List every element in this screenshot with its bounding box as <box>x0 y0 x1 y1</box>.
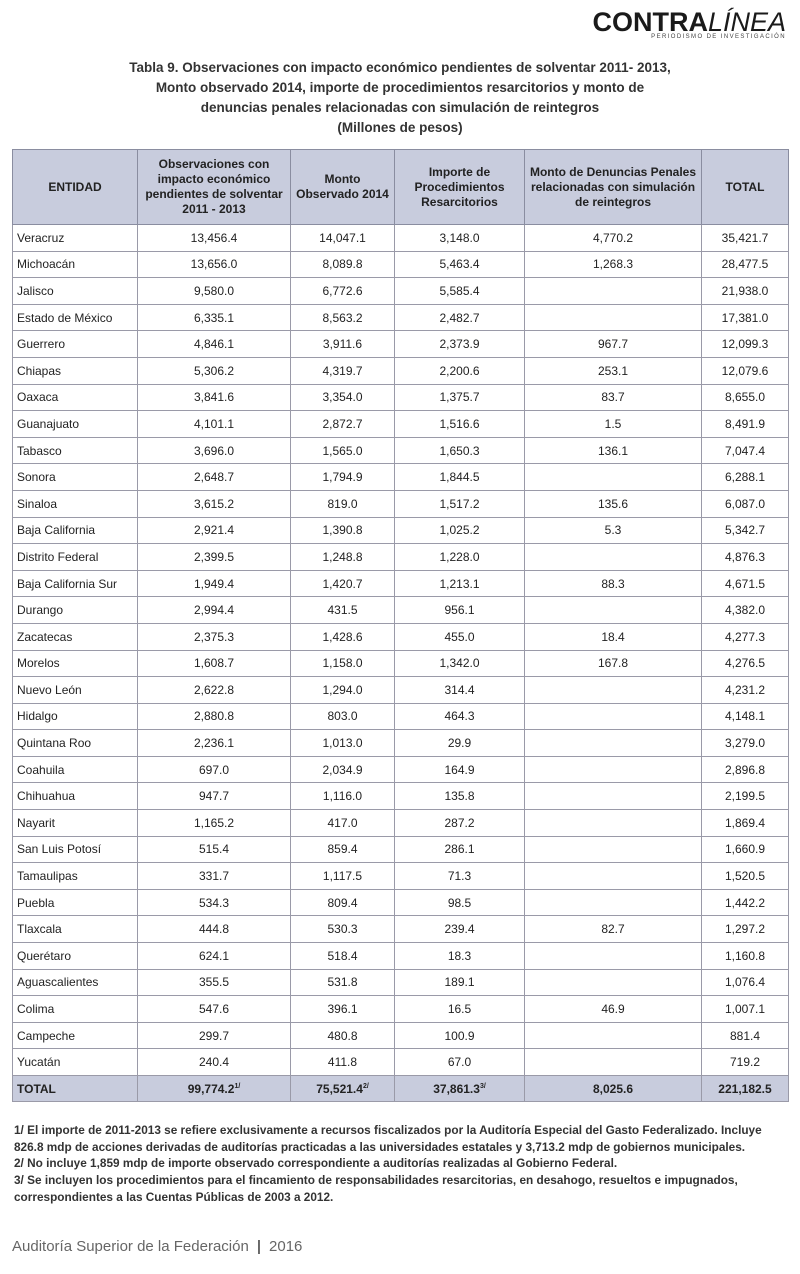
cell-denuncias: 18.4 <box>525 623 702 650</box>
cell-observaciones: 240.4 <box>138 1049 291 1076</box>
cell-importe: 135.8 <box>395 783 525 810</box>
cell-total: 2,199.5 <box>702 783 789 810</box>
total-monto-observado: $75,521.4^{2/}$ <box>291 1076 395 1102</box>
cell-total: 5,342.7 <box>702 517 789 544</box>
table-row <box>13 703 789 730</box>
header-observaciones: Observaciones con impacto económico pendientes de solventar 2011 - 2013 <box>138 150 291 225</box>
cell-entidad: Guanajuato <box>13 411 138 438</box>
table-row <box>13 623 789 650</box>
cell-denuncias <box>525 597 702 624</box>
cell-denuncias <box>525 943 702 970</box>
cell-monto-observado: 803.0 <box>291 703 395 730</box>
cell-total: 8,491.9 <box>702 411 789 438</box>
cell-denuncias: 4,770.2 <box>525 225 702 252</box>
table-row <box>13 863 789 890</box>
cell-denuncias <box>525 810 702 837</box>
cell-entidad: Durango <box>13 597 138 624</box>
cell-importe: 189.1 <box>395 969 525 996</box>
cell-denuncias <box>525 889 702 916</box>
cell-denuncias: 967.7 <box>525 331 702 358</box>
table-row <box>13 783 789 810</box>
table-row <box>13 943 789 970</box>
cell-denuncias <box>525 730 702 757</box>
table-header-row <box>13 150 789 225</box>
table-row <box>13 969 789 996</box>
data-table-container <box>12 149 788 1102</box>
cell-monto-observado: 8,089.8 <box>291 251 395 278</box>
table-row <box>13 490 789 517</box>
cell-total: 21,938.0 <box>702 278 789 305</box>
cell-entidad: Colima <box>13 996 138 1023</box>
cell-observaciones: 2,994.4 <box>138 597 291 624</box>
cell-denuncias <box>525 304 702 331</box>
cell-monto-observado: 530.3 <box>291 916 395 943</box>
cell-entidad: Oaxaca <box>13 384 138 411</box>
table-row <box>13 756 789 783</box>
cell-total: 4,231.2 <box>702 677 789 704</box>
cell-total: 3,279.0 <box>702 730 789 757</box>
cell-observaciones: 1,165.2 <box>138 810 291 837</box>
cell-monto-observado: 518.4 <box>291 943 395 970</box>
table-title: Tabla 9. Observaciones con impacto económico pendientes de solventar 2011- 2013, Monto observado 2014, importe de procedimientos resarcitorios y monto de denuncias penales relacionadas con simulación de reintegros (Millones de pesos) <box>129 60 671 135</box>
cell-denuncias <box>525 783 702 810</box>
table-row <box>13 889 789 916</box>
cell-entidad: Yucatán <box>13 1049 138 1076</box>
cell-observaciones: 5,306.2 <box>138 357 291 384</box>
cell-entidad: Sinaloa <box>13 490 138 517</box>
cell-denuncias: 83.7 <box>525 384 702 411</box>
cell-entidad: Querétaro <box>13 943 138 970</box>
cell-denuncias <box>525 278 702 305</box>
cell-entidad: Chihuahua <box>13 783 138 810</box>
cell-monto-observado: 1,565.0 <box>291 437 395 464</box>
cell-monto-observado: 809.4 <box>291 889 395 916</box>
cell-total: 1,160.8 <box>702 943 789 970</box>
table-row <box>13 916 789 943</box>
cell-total: 8,655.0 <box>702 384 789 411</box>
cell-total: 4,671.5 <box>702 570 789 597</box>
data-table <box>12 149 789 1102</box>
cell-denuncias <box>525 1022 702 1049</box>
cell-total: 35,421.7 <box>702 225 789 252</box>
cell-denuncias <box>525 677 702 704</box>
cell-observaciones: 2,921.4 <box>138 517 291 544</box>
cell-importe: 100.9 <box>395 1022 525 1049</box>
cell-observaciones: 444.8 <box>138 916 291 943</box>
cell-importe: 1,213.1 <box>395 570 525 597</box>
cell-importe: 239.4 <box>395 916 525 943</box>
cell-denuncias <box>525 544 702 571</box>
cell-observaciones: 4,101.1 <box>138 411 291 438</box>
cell-entidad: Tlaxcala <box>13 916 138 943</box>
cell-observaciones: 1,949.4 <box>138 570 291 597</box>
table-row <box>13 810 789 837</box>
table-row <box>13 677 789 704</box>
cell-total: 2,896.8 <box>702 756 789 783</box>
total-observaciones: $99,774.2^{1/}$ <box>138 1076 291 1102</box>
cell-monto-observado: 1,420.7 <box>291 570 395 597</box>
cell-denuncias: 136.1 <box>525 437 702 464</box>
cell-observaciones: 9,580.0 <box>138 278 291 305</box>
cell-total: 6,288.1 <box>702 464 789 491</box>
table-row <box>13 357 789 384</box>
cell-denuncias: 1,268.3 <box>525 251 702 278</box>
table-row <box>13 278 789 305</box>
table-row <box>13 464 789 491</box>
cell-total: 1,660.9 <box>702 836 789 863</box>
table-row <box>13 650 789 677</box>
total-importe: $37,861.3^{3/}$ <box>395 1076 525 1102</box>
cell-total: 1,869.4 <box>702 810 789 837</box>
cell-entidad: Guerrero <box>13 331 138 358</box>
cell-entidad: Veracruz <box>13 225 138 252</box>
table-row <box>13 331 789 358</box>
cell-total: 881.4 <box>702 1022 789 1049</box>
cell-monto-observado: 480.8 <box>291 1022 395 1049</box>
table-row <box>13 1022 789 1049</box>
cell-monto-observado: 3,911.6 <box>291 331 395 358</box>
cell-total: 4,382.0 <box>702 597 789 624</box>
cell-entidad: San Luis Potosí <box>13 836 138 863</box>
cell-monto-observado: 3,354.0 <box>291 384 395 411</box>
cell-entidad: Michoacán <box>13 251 138 278</box>
table-row <box>13 411 789 438</box>
cell-total: 4,148.1 <box>702 703 789 730</box>
cell-monto-observado: 14,047.1 <box>291 225 395 252</box>
cell-importe: 18.3 <box>395 943 525 970</box>
cell-denuncias: 167.8 <box>525 650 702 677</box>
cell-entidad: Nayarit <box>13 810 138 837</box>
cell-importe: 2,482.7 <box>395 304 525 331</box>
cell-importe: 1,025.2 <box>395 517 525 544</box>
cell-importe: 1,650.3 <box>395 437 525 464</box>
cell-denuncias <box>525 756 702 783</box>
cell-importe: 1,342.0 <box>395 650 525 677</box>
cell-importe: 1,375.7 <box>395 384 525 411</box>
header-importe-procedimientos: Importe de Procedimientos Resarcitorios <box>395 150 525 225</box>
table-row <box>13 836 789 863</box>
cell-observaciones: 6,335.1 <box>138 304 291 331</box>
table-row <box>13 730 789 757</box>
cell-total: 1,520.5 <box>702 863 789 890</box>
cell-entidad: Coahuila <box>13 756 138 783</box>
cell-total: 7,047.4 <box>702 437 789 464</box>
cell-observaciones: 331.7 <box>138 863 291 890</box>
table-row <box>13 251 789 278</box>
cell-monto-observado: 4,319.7 <box>291 357 395 384</box>
cell-entidad: Morelos <box>13 650 138 677</box>
cell-observaciones: 2,399.5 <box>138 544 291 571</box>
total-denuncias: 8,025.6 <box>525 1076 702 1102</box>
cell-observaciones: 2,648.7 <box>138 464 291 491</box>
cell-entidad: Estado de México <box>13 304 138 331</box>
cell-total: 1,442.2 <box>702 889 789 916</box>
cell-importe: 1,516.6 <box>395 411 525 438</box>
cell-observaciones: 299.7 <box>138 1022 291 1049</box>
cell-denuncias <box>525 863 702 890</box>
cell-observaciones: 3,696.0 <box>138 437 291 464</box>
cell-denuncias <box>525 1049 702 1076</box>
footnote-2: 2/ No incluye 1,859 mdp de importe observado correspondiente a auditorías realizadas al Gobierno Federal. <box>14 1156 618 1171</box>
cell-importe: 314.4 <box>395 677 525 704</box>
cell-monto-observado: 859.4 <box>291 836 395 863</box>
table-row <box>13 304 789 331</box>
table-row <box>13 597 789 624</box>
cell-denuncias: 1.5 <box>525 411 702 438</box>
cell-monto-observado: 531.8 <box>291 969 395 996</box>
cell-denuncias: 135.6 <box>525 490 702 517</box>
table-row <box>13 437 789 464</box>
cell-entidad: Campeche <box>13 1022 138 1049</box>
cell-entidad: Tabasco <box>13 437 138 464</box>
footnotes <box>14 1122 788 1206</box>
cell-observaciones: 624.1 <box>138 943 291 970</box>
cell-monto-observado: 1,248.8 <box>291 544 395 571</box>
cell-total: 12,079.6 <box>702 357 789 384</box>
cell-monto-observado: 1,116.0 <box>291 783 395 810</box>
cell-denuncias: 46.9 <box>525 996 702 1023</box>
footnote-3: 3/ Se incluyen los procedimientos para el fincamiento de responsabilidades resarcitorias, en desahogo, resueltos e impugnados, correspondientes a las Cuentas Públicas de 2003 a 2012. <box>14 1173 738 1204</box>
cell-observaciones: 697.0 <box>138 756 291 783</box>
cell-observaciones: 3,615.2 <box>138 490 291 517</box>
cell-observaciones: 2,236.1 <box>138 730 291 757</box>
cell-total: 17,381.0 <box>702 304 789 331</box>
cell-entidad: Aguascalientes <box>13 969 138 996</box>
cell-total: 6,087.0 <box>702 490 789 517</box>
header-monto-denuncias: Monto de Denuncias Penales relacionadas con simulación de reintegros <box>525 150 702 225</box>
cell-importe: 5,463.4 <box>395 251 525 278</box>
cell-monto-observado: 1,794.9 <box>291 464 395 491</box>
cell-denuncias: 88.3 <box>525 570 702 597</box>
cell-monto-observado: 8,563.2 <box>291 304 395 331</box>
total-label: TOTAL <box>13 1076 138 1102</box>
cell-entidad: Baja California <box>13 517 138 544</box>
cell-observaciones: 947.7 <box>138 783 291 810</box>
cell-importe: 164.9 <box>395 756 525 783</box>
table-row <box>13 544 789 571</box>
cell-total: 1,007.1 <box>702 996 789 1023</box>
cell-entidad: Puebla <box>13 889 138 916</box>
cell-importe: 1,517.2 <box>395 490 525 517</box>
cell-entidad: Nuevo León <box>13 677 138 704</box>
cell-observaciones: 1,608.7 <box>138 650 291 677</box>
cell-total: 4,876.3 <box>702 544 789 571</box>
cell-monto-observado: 2,872.7 <box>291 411 395 438</box>
header-total: TOTAL <box>702 150 789 225</box>
cell-monto-observado: 1,294.0 <box>291 677 395 704</box>
cell-total: 28,477.5 <box>702 251 789 278</box>
total-grand-total: 221,182.5 <box>702 1076 789 1102</box>
cell-importe: 67.0 <box>395 1049 525 1076</box>
cell-entidad: Tamaulipas <box>13 863 138 890</box>
table-body <box>13 225 789 1076</box>
cell-total: 12,099.3 <box>702 331 789 358</box>
cell-importe: 1,228.0 <box>395 544 525 571</box>
cell-monto-observado: 417.0 <box>291 810 395 837</box>
footer-year: 2016 <box>269 1238 303 1255</box>
contralinea-logo <box>592 8 786 40</box>
cell-observaciones: 2,880.8 <box>138 703 291 730</box>
cell-monto-observado: 819.0 <box>291 490 395 517</box>
cell-monto-observado: 1,158.0 <box>291 650 395 677</box>
cell-importe: 1,844.5 <box>395 464 525 491</box>
cell-total: 4,276.5 <box>702 650 789 677</box>
cell-denuncias: 5.3 <box>525 517 702 544</box>
cell-monto-observado: 2,034.9 <box>291 756 395 783</box>
cell-total: 4,277.3 <box>702 623 789 650</box>
table-row <box>13 517 789 544</box>
cell-monto-observado: 396.1 <box>291 996 395 1023</box>
cell-importe: 71.3 <box>395 863 525 890</box>
cell-observaciones: 547.6 <box>138 996 291 1023</box>
cell-observaciones: 13,656.0 <box>138 251 291 278</box>
table-total-row <box>13 1076 789 1102</box>
footer-separator: | <box>256 1238 262 1255</box>
table-row <box>13 570 789 597</box>
cell-importe: 287.2 <box>395 810 525 837</box>
cell-importe: 2,373.9 <box>395 331 525 358</box>
cell-importe: 3,148.0 <box>395 225 525 252</box>
cell-observaciones: 2,622.8 <box>138 677 291 704</box>
cell-monto-observado: 1,390.8 <box>291 517 395 544</box>
cell-observaciones: 515.4 <box>138 836 291 863</box>
cell-denuncias <box>525 836 702 863</box>
cell-observaciones: 2,375.3 <box>138 623 291 650</box>
cell-importe: 98.5 <box>395 889 525 916</box>
cell-denuncias <box>525 969 702 996</box>
cell-entidad: Hidalgo <box>13 703 138 730</box>
cell-denuncias: 253.1 <box>525 357 702 384</box>
cell-importe: 2,200.6 <box>395 357 525 384</box>
cell-monto-observado: 1,428.6 <box>291 623 395 650</box>
cell-total: 1,297.2 <box>702 916 789 943</box>
cell-observaciones: 13,456.4 <box>138 225 291 252</box>
footnote-1: 1/ El importe de 2011-2013 se refiere exclusivamente a recursos fiscalizados por la Auditoría Especial del Gasto Federalizado. Incluye 826.8 mdp de acciones derivadas de auditorías practicadas a las universidades estatales y 3,713.2 mdp de gobiernos municipales. <box>14 1123 762 1154</box>
cell-entidad: Jalisco <box>13 278 138 305</box>
cell-entidad: Baja California Sur <box>13 570 138 597</box>
cell-observaciones: 3,841.6 <box>138 384 291 411</box>
page-footer <box>12 1238 302 1255</box>
cell-monto-observado: 431.5 <box>291 597 395 624</box>
cell-monto-observado: 6,772.6 <box>291 278 395 305</box>
header-monto-observado: Monto Observado 2014 <box>291 150 395 225</box>
logo-wordmark: CONTRALÍNEA <box>592 7 786 37</box>
cell-importe: 16.5 <box>395 996 525 1023</box>
cell-monto-observado: 411.8 <box>291 1049 395 1076</box>
cell-denuncias <box>525 464 702 491</box>
cell-total: 719.2 <box>702 1049 789 1076</box>
cell-importe: 464.3 <box>395 703 525 730</box>
cell-monto-observado: 1,117.5 <box>291 863 395 890</box>
cell-observaciones: 534.3 <box>138 889 291 916</box>
cell-observaciones: 355.5 <box>138 969 291 996</box>
table-row <box>13 996 789 1023</box>
cell-importe: 5,585.4 <box>395 278 525 305</box>
header-entidad: ENTIDAD <box>13 150 138 225</box>
cell-entidad: Quintana Roo <box>13 730 138 757</box>
table-row <box>13 384 789 411</box>
cell-entidad: Sonora <box>13 464 138 491</box>
cell-importe: 286.1 <box>395 836 525 863</box>
footer-source: Auditoría Superior de la Federación <box>12 1238 249 1255</box>
table-row <box>13 1049 789 1076</box>
cell-importe: 956.1 <box>395 597 525 624</box>
cell-denuncias <box>525 703 702 730</box>
cell-observaciones: 4,846.1 <box>138 331 291 358</box>
cell-entidad: Chiapas <box>13 357 138 384</box>
cell-entidad: Zacatecas <box>13 623 138 650</box>
cell-denuncias: 82.7 <box>525 916 702 943</box>
cell-importe: 455.0 <box>395 623 525 650</box>
table-row <box>13 225 789 252</box>
cell-total: 1,076.4 <box>702 969 789 996</box>
cell-monto-observado: 1,013.0 <box>291 730 395 757</box>
logo-tagline: PERIODISMO DE INVESTIGACIÓN <box>651 34 786 40</box>
cell-entidad: Distrito Federal <box>13 544 138 571</box>
cell-importe: 29.9 <box>395 730 525 757</box>
